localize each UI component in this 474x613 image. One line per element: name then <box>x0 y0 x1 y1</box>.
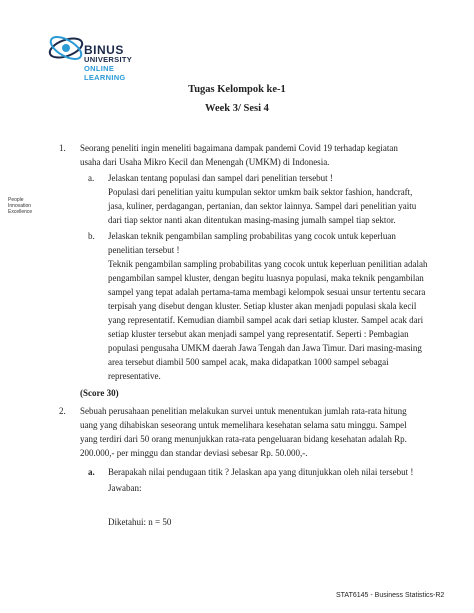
q1b-answer-line: sampel yang tepat adalah pertama-tama membagi kelompok sesuai unsur tertentu secara <box>108 287 426 297</box>
q1b-question-line: penelitian tersebut ! <box>108 245 180 255</box>
q1b-answer-line: populasi pengusaha UMKM daerah Jawa Tengah dan Jawa Timur. Dari masing-masing <box>108 343 422 353</box>
q1-number: 1. <box>59 143 66 153</box>
logo-line-online: ONLINE <box>84 64 115 73</box>
q1-line: usaha dari Usaha Mikro Kecil dan Menengah (UMKM) di Indonesia. <box>80 157 330 167</box>
binus-logo-icon <box>46 28 86 68</box>
side-tagline <box>8 197 32 215</box>
q1b-question-line: Jelaskan teknik pengambilan sampling probabilitas yang cocok untuk keperluan <box>108 231 396 241</box>
q2-line: yang terdiri dari 50 orang menunjukkan rata-rata pengeluaran bidang kesehatan adalah Rp. <box>80 434 407 444</box>
q1a-answer-line: Populasi dari penelitian yaitu kumpulan sektor umkm baik sektor fashion, handcraft, <box>108 187 413 197</box>
q1-score: (Score 30) <box>80 388 119 398</box>
q1b-answer-line: area tersebut diambil 500 sampel acak, maka didapatkan 1000 sampel sebagai <box>108 357 389 367</box>
q2a-known: Diketahui: n = 50 <box>108 517 172 527</box>
logo-line-binus: BINUS <box>84 43 124 57</box>
document-title: Tugas Kelompok ke-1 <box>188 84 286 95</box>
q2a-marker: a. <box>88 467 95 477</box>
q1b-answer-line: representative. <box>108 371 161 381</box>
q2a-answer-label: Jawaban: <box>108 483 142 493</box>
q1b-answer-line: yang representatif. Kemudian diambil sampel acak dari setiap kluster. Sampel acak dari <box>108 315 424 325</box>
q1a-marker: a. <box>88 173 95 183</box>
q2-line: Sebuah perusahaan penelitian melakukan survei untuk menentukan jumlah rata-rata hitung <box>80 406 407 416</box>
tagline-innovation: Innovation <box>8 203 32 209</box>
q1b-answer-line: terpisah yang disebut dengan kluster. Setiap kluster akan menjadi populasi skala kecil <box>108 301 417 311</box>
q1-line: Seorang peneliti ingin meneliti bagaimana dampak pandemi Covid 19 terhadap kegiatan <box>80 143 398 153</box>
q2-number: 2. <box>59 406 66 416</box>
page-footer: STAT6145 - Business Statistics-R2 <box>336 592 445 599</box>
logo-line-learning: LEARNING <box>84 73 126 82</box>
q2-line: uang yang dihabiskan seseorang untuk memelihara kesehatan selama satu minggu. Sampel <box>80 420 407 430</box>
q1a-question: Jelaskan tentang populasi dan sampel dari penelitian tersebut ! <box>108 173 333 183</box>
q1b-answer-line: Teknik pengambilan sampling probabilitas yang cocok untuk keperluan penilitian adalah <box>108 259 428 269</box>
q1b-answer-line: setiap kluster tersebut akan menjadi sampel yang representatif. Seperti : Pembagian <box>108 329 409 339</box>
q1b-marker: b. <box>88 231 95 241</box>
q1a-answer-line: dari tiap sektor nanti akan ditentukan masing-masing jumalh sampel tiap sektor. <box>108 215 396 225</box>
q2a-question: Berapakah nilai pendugaan titik ? Jelaskan apa yang ditunjukkan oleh nilai tersebut ! <box>108 467 414 477</box>
q1a-answer-line: jasa, kuliner, perdagangan, pertanian, dan sektor lainnya. Sampel dari penelitian yaitu <box>108 201 417 211</box>
q2-line: 200.000,- per minggu dan standar deviasi sebesar Rp. 50.000,-. <box>80 448 308 458</box>
q1b-answer-line: pengambilan sampel kluster, dengan begitu luasnya populasi, maka teknik pengambilan <box>108 273 424 283</box>
logo-line-university: UNIVERSITY <box>84 55 133 64</box>
document-subtitle: Week 3/ Sesi 4 <box>205 103 269 114</box>
tagline-excellence: Excellence <box>8 209 33 215</box>
tagline-people: People <box>8 197 24 203</box>
